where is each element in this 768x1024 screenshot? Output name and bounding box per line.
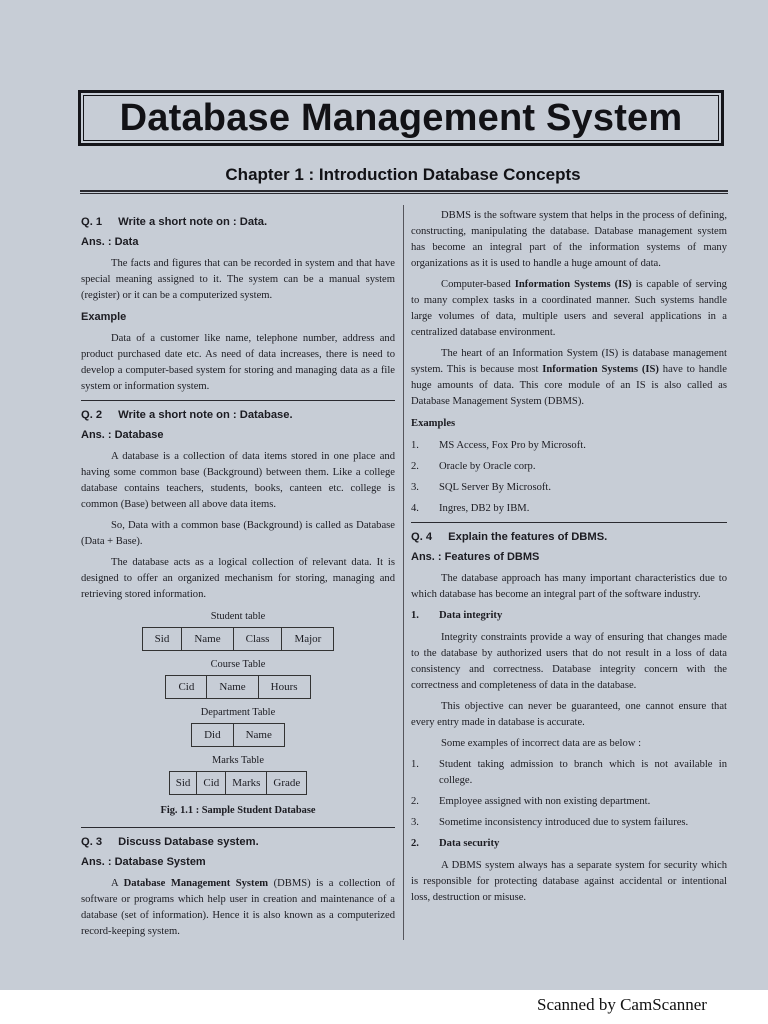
- paragraph: Some examples of incorrect data are as below :: [441, 738, 642, 749]
- list-item: 3. Sometime inconsistency introduced due to system failures.: [411, 817, 689, 828]
- student-table: [142, 627, 335, 651]
- question-2: Q. 2 Write a short note on : Database.: [81, 409, 293, 421]
- figure-caption: Fig. 1.1 : Sample Student Database: [160, 805, 316, 816]
- paragraph: Data of a customer like name, telephone number, address and product purchased date etc. As need of data increases, there is need to develop a computer-based system for storing and managing data as a file system or information system.: [81, 333, 395, 392]
- question-1: Q. 1 Write a short note on : Data.: [81, 216, 268, 228]
- incorrect-data-list: [411, 757, 727, 831]
- department-table: [191, 723, 285, 747]
- paragraph: A DBMS system always has a separate system for security which is responsible for protecting database against accidental or intentional loss, destruction or misuse.: [411, 860, 727, 903]
- table-cell: Major: [294, 633, 322, 645]
- answer-1-heading: Ans. : Data: [81, 236, 139, 248]
- column-divider: [403, 205, 404, 940]
- left-column: [81, 208, 395, 945]
- table-caption: Department Table: [200, 707, 276, 718]
- marks-table: [169, 771, 308, 795]
- table-cell: Cid: [166, 676, 207, 698]
- table-cell: Sid: [143, 628, 183, 650]
- list-item: 1. Student taking admission to branch which is not available in college.: [411, 759, 727, 786]
- section-rule: [411, 522, 727, 523]
- right-column: [411, 208, 727, 911]
- chapter-rule-thin: [80, 193, 728, 194]
- examples-heading: Examples: [411, 418, 456, 429]
- table-cell: Class: [234, 628, 283, 650]
- table-cell: Marks: [226, 772, 267, 794]
- sample-database-figure: [81, 609, 395, 819]
- paragraph: The heart of an Information System (IS) is database management system. This is because most Information Systems (IS) have to handle huge amounts of data. This core module of an IS is also called as Database Management System (DBMS).: [411, 348, 727, 407]
- table-cell: Did: [192, 724, 234, 746]
- table-cell: Cid: [197, 772, 226, 794]
- paragraph: The database approach has many important characteristics due to which database has become an integral part of the software industry.: [411, 573, 727, 600]
- course-table: [165, 675, 310, 699]
- table-cell: Grade: [273, 777, 301, 789]
- chapter-heading: Chapter 1 : Introduction Database Concepts: [225, 165, 581, 184]
- example-heading: Example: [81, 311, 127, 323]
- title-box: [78, 90, 724, 146]
- page-title: Database Management System: [119, 97, 683, 139]
- paragraph: A Database Management System (DBMS) is a collection of software or programs which help user in creation and maintenance of a database (set of information). Hence it is also known as a computerized record-keeping system.: [81, 878, 395, 937]
- list-item: 2. Oracle by Oracle corp.: [411, 461, 536, 472]
- section-rule: [81, 400, 395, 401]
- list-item: 1. MS Access, Fox Pro by Microsoft.: [411, 440, 586, 451]
- list-item: 3. SQL Server By Microsoft.: [411, 482, 552, 493]
- table-cell: Name: [245, 729, 272, 741]
- paragraph: Integrity constraints provide a way of ensuring that changes made to the database by authorized users that do not result in a loss of data consistency and correctness. Database integrity concern with the correctness and completeness of data in the database.: [411, 632, 727, 691]
- chapter-rule: [80, 190, 728, 192]
- paragraph: This objective can never be guaranteed, one cannot ensure that every entry made in database is accurate.: [411, 701, 727, 728]
- paragraph: A database is a collection of data items stored in one place and having some common base (Background) between them. Like a college database contains teachers, students, books, canteen etc. college is common (Base) between all above data items.: [81, 451, 395, 510]
- list-item: 4. Ingres, DB2 by IBM.: [411, 503, 530, 514]
- table-cell: Sid: [170, 772, 198, 794]
- table-cell: Hours: [270, 681, 298, 693]
- paragraph: Computer-based Information Systems (IS) is capable of serving to many complex tasks in a coordinated manner. Such systems handle large volumes of data, multiple users and several applications in a centralized database environment.: [411, 279, 727, 338]
- answer-3-heading: Ans. : Database System: [81, 856, 206, 868]
- section-data-security: 2. Data security: [411, 838, 500, 849]
- paragraph: So, Data with a common base (Background) is called as Database (Data + Base).: [81, 520, 395, 547]
- list-item: 2. Employee assigned with non existing department.: [411, 796, 651, 807]
- question-3: Q. 3 Discuss Database system.: [81, 836, 259, 848]
- answer-2-heading: Ans. : Database: [81, 429, 164, 441]
- table-caption: Student table: [210, 611, 266, 622]
- examples-list: [411, 438, 727, 517]
- table-cell: Name: [207, 676, 258, 698]
- answer-4-heading: Ans. : Features of DBMS: [411, 551, 540, 563]
- section-rule: [81, 827, 395, 828]
- question-4: Q. 4 Explain the features of DBMS.: [411, 531, 608, 543]
- table-caption: Course Table: [210, 659, 266, 670]
- table-cell: Name: [182, 628, 233, 650]
- paragraph: The facts and figures that can be recorded in system and that have special meaning assigned to it. The system can be a manual system (register) or it can be a computerized system.: [81, 258, 395, 301]
- scanner-watermark: Scanned by CamScanner: [537, 995, 707, 1014]
- table-caption: Marks Table: [212, 755, 264, 766]
- section-data-integrity: 1. Data integrity: [411, 610, 503, 621]
- paragraph: The database acts as a logical collection of relevant data. It is designed to offer an organized mechanism for storing, managing and retrieving stored information.: [81, 557, 395, 600]
- paragraph: DBMS is the software system that helps in the process of defining, constructing, manipulating the database. Database management system has become an integral part of the information systems of many organizations as it is used to handle a huge amount of data.: [411, 210, 727, 269]
